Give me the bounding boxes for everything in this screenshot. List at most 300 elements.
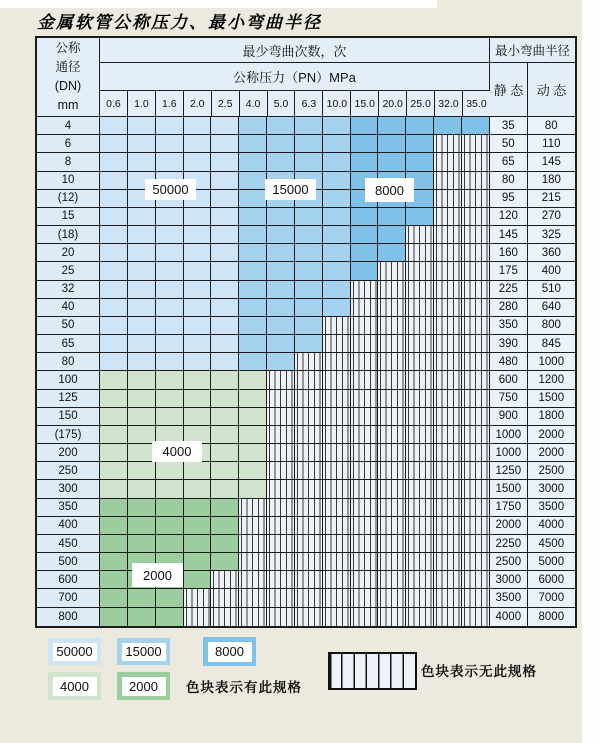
table-row <box>37 390 575 408</box>
cell-no-spec <box>378 462 406 480</box>
cell-no-spec <box>462 589 490 607</box>
cell-spec-available <box>295 281 323 299</box>
cell-spec-available <box>128 208 156 226</box>
cell-no-spec <box>434 172 462 190</box>
cell-spec-available <box>239 371 267 389</box>
cell-no-spec <box>462 135 490 153</box>
cell-no-spec <box>323 353 351 371</box>
cell-no-spec <box>295 408 323 426</box>
cell-no-spec <box>323 426 351 444</box>
cell-spec-available <box>100 135 128 153</box>
cell-spec-available <box>100 371 128 389</box>
legend-swatch-50000 <box>48 638 101 665</box>
cell-no-spec <box>351 426 379 444</box>
cell-spec-available <box>156 371 184 389</box>
cell-no-spec <box>462 153 490 171</box>
cell-spec-available <box>406 153 434 171</box>
legend-swatch-label: 50000 <box>53 643 97 661</box>
cell-spec-available <box>434 117 462 135</box>
cell-no-spec <box>295 444 323 462</box>
cell-no-spec <box>295 390 323 408</box>
legend-swatch-label: 8000 <box>208 642 252 662</box>
cell-static-radius: 225 <box>490 281 528 299</box>
cell-no-spec <box>406 262 434 280</box>
cell-static-radius: 1250 <box>490 462 528 480</box>
cell-spec-available <box>211 390 239 408</box>
cell-dn: 300 <box>37 480 100 498</box>
cell-no-spec <box>462 353 490 371</box>
cell-static-radius: 350 <box>490 317 528 335</box>
scan-top-margin <box>0 0 437 8</box>
cell-spec-available <box>184 317 212 335</box>
cell-no-spec <box>378 480 406 498</box>
table-row <box>37 444 575 462</box>
cell-no-spec <box>462 408 490 426</box>
cell-no-spec <box>267 553 295 571</box>
cell-no-spec <box>267 444 295 462</box>
cell-spec-available <box>184 226 212 244</box>
pressure-col-header: 0.6 <box>100 91 128 117</box>
cell-spec-available <box>323 262 351 280</box>
cell-dn: 125 <box>37 390 100 408</box>
cell-no-spec <box>378 353 406 371</box>
cell-spec-available <box>156 535 184 553</box>
cell-spec-available <box>406 208 434 226</box>
cell-no-spec <box>406 244 434 262</box>
cell-static-radius: 2250 <box>490 535 528 553</box>
cell-spec-available <box>128 535 156 553</box>
cell-spec-available <box>156 608 184 626</box>
cell-no-spec <box>267 408 295 426</box>
cell-spec-available <box>378 226 406 244</box>
cell-no-spec <box>434 317 462 335</box>
cell-dynamic-radius: 5000 <box>528 553 575 571</box>
cell-spec-available <box>184 208 212 226</box>
cell-spec-available <box>267 226 295 244</box>
cell-no-spec <box>462 444 490 462</box>
table-row <box>37 517 575 535</box>
legend-no-spec-text: 色块表示无此规格 <box>421 664 537 679</box>
cell-no-spec <box>462 317 490 335</box>
cell-spec-available <box>211 444 239 462</box>
cell-spec-available <box>100 317 128 335</box>
cell-spec-available <box>100 190 128 208</box>
cell-spec-available <box>323 244 351 262</box>
cell-spec-available <box>295 299 323 317</box>
cell-no-spec <box>406 299 434 317</box>
cell-no-spec <box>462 535 490 553</box>
cell-spec-available <box>184 135 212 153</box>
cell-no-spec <box>406 571 434 589</box>
cell-no-spec <box>434 589 462 607</box>
cell-no-spec <box>267 589 295 607</box>
cell-no-spec <box>434 499 462 517</box>
cell-spec-available <box>267 262 295 280</box>
cell-spec-available <box>406 135 434 153</box>
table-row <box>37 480 575 498</box>
cell-spec-available <box>128 244 156 262</box>
dn-header-line2: 通径 <box>55 60 81 74</box>
cell-spec-available <box>267 153 295 171</box>
cell-spec-available <box>295 208 323 226</box>
cell-dynamic-radius: 2500 <box>528 462 575 480</box>
cell-no-spec <box>406 390 434 408</box>
cell-spec-available <box>100 462 128 480</box>
cell-no-spec <box>351 390 379 408</box>
cell-spec-available <box>211 480 239 498</box>
cell-no-spec <box>351 553 379 571</box>
cell-no-spec <box>462 462 490 480</box>
cell-no-spec <box>323 444 351 462</box>
cell-spec-available <box>156 390 184 408</box>
table-row <box>37 353 575 371</box>
cell-no-spec <box>434 353 462 371</box>
cell-no-spec <box>462 553 490 571</box>
cell-spec-available <box>184 571 212 589</box>
cell-no-spec <box>239 535 267 553</box>
cell-spec-available <box>184 153 212 171</box>
cell-no-spec <box>434 135 462 153</box>
cell-spec-available <box>323 135 351 153</box>
cell-spec-available <box>295 335 323 353</box>
cell-spec-available <box>239 480 267 498</box>
cell-no-spec <box>462 208 490 226</box>
cell-no-spec <box>267 499 295 517</box>
cell-spec-available <box>378 117 406 135</box>
cell-spec-available <box>239 317 267 335</box>
cell-no-spec <box>378 553 406 571</box>
cell-no-spec <box>434 535 462 553</box>
dn-header-line3: (DN) <box>54 79 82 93</box>
cell-static-radius: 1750 <box>490 499 528 517</box>
dn-header-line1: 公称 <box>55 41 81 55</box>
cell-spec-available <box>100 262 128 280</box>
table-row <box>37 553 575 571</box>
cell-static-radius: 175 <box>490 262 528 280</box>
dn-column-header <box>37 38 100 117</box>
cell-no-spec <box>434 480 462 498</box>
cell-dynamic-radius: 3500 <box>528 499 575 517</box>
cell-no-spec <box>378 317 406 335</box>
cell-no-spec <box>295 589 323 607</box>
cell-spec-available <box>156 153 184 171</box>
cell-no-spec <box>406 535 434 553</box>
cell-spec-available <box>156 589 184 607</box>
cell-no-spec <box>406 353 434 371</box>
cell-spec-available <box>100 589 128 607</box>
cell-dynamic-radius: 510 <box>528 281 575 299</box>
cell-no-spec <box>378 390 406 408</box>
cell-no-spec <box>406 281 434 299</box>
cell-static-radius: 480 <box>490 353 528 371</box>
cell-dynamic-radius: 4500 <box>528 535 575 553</box>
cell-spec-available <box>100 608 128 626</box>
cell-spec-available <box>239 335 267 353</box>
cell-no-spec <box>434 517 462 535</box>
cell-spec-available <box>128 589 156 607</box>
cell-no-spec <box>351 535 379 553</box>
cell-no-spec <box>295 371 323 389</box>
cell-spec-available <box>295 226 323 244</box>
table-row <box>37 317 575 335</box>
cell-dn: 450 <box>37 535 100 553</box>
table-row <box>37 608 575 626</box>
cell-no-spec <box>406 480 434 498</box>
cell-static-radius: 280 <box>490 299 528 317</box>
cell-spec-available <box>184 335 212 353</box>
cell-spec-available <box>239 172 267 190</box>
pressure-header: 公称压力（PN）MPa <box>100 63 490 91</box>
cell-dynamic-radius: 1000 <box>528 353 575 371</box>
cell-spec-available <box>100 571 128 589</box>
cell-no-spec <box>295 353 323 371</box>
cell-spec-available <box>295 135 323 153</box>
cell-dynamic-radius: 6000 <box>528 571 575 589</box>
cell-spec-available <box>211 190 239 208</box>
cell-spec-available <box>211 299 239 317</box>
cell-no-spec <box>462 226 490 244</box>
cell-spec-available <box>323 281 351 299</box>
cell-static-radius: 3000 <box>490 571 528 589</box>
cell-no-spec <box>351 353 379 371</box>
table-row <box>37 462 575 480</box>
cell-no-spec <box>406 317 434 335</box>
cell-spec-available <box>128 135 156 153</box>
cell-spec-available <box>211 462 239 480</box>
legend-swatch-label: 4000 <box>53 677 97 696</box>
cell-no-spec <box>434 444 462 462</box>
pressure-col-header: 1.0 <box>128 91 156 117</box>
cell-no-spec <box>323 462 351 480</box>
cell-spec-available <box>100 281 128 299</box>
cell-spec-available <box>100 353 128 371</box>
cell-spec-available <box>100 517 128 535</box>
cell-no-spec <box>406 335 434 353</box>
cell-no-spec <box>434 390 462 408</box>
cell-spec-available <box>211 172 239 190</box>
cell-no-spec <box>434 608 462 626</box>
cell-static-radius: 65 <box>490 153 528 171</box>
cell-no-spec <box>462 390 490 408</box>
cell-no-spec <box>323 499 351 517</box>
cell-spec-available <box>156 335 184 353</box>
cell-static-radius: 2000 <box>490 517 528 535</box>
cell-spec-available <box>211 153 239 171</box>
cell-dn: 4 <box>37 117 100 135</box>
cell-no-spec <box>323 589 351 607</box>
table-row <box>37 135 575 153</box>
cell-spec-available <box>351 226 379 244</box>
cell-spec-available <box>211 553 239 571</box>
cell-spec-available <box>323 172 351 190</box>
cell-no-spec <box>434 299 462 317</box>
cell-spec-available <box>184 117 212 135</box>
cell-dynamic-radius: 325 <box>528 226 575 244</box>
cell-spec-available <box>295 317 323 335</box>
cell-spec-available <box>184 535 212 553</box>
cell-no-spec <box>184 589 212 607</box>
cell-spec-available <box>267 117 295 135</box>
cell-no-spec <box>462 281 490 299</box>
cell-spec-available <box>184 408 212 426</box>
cell-no-spec <box>351 299 379 317</box>
cell-dn: (12) <box>37 190 100 208</box>
cell-dn: 80 <box>37 353 100 371</box>
table-row <box>37 208 575 226</box>
table-row <box>37 499 575 517</box>
cell-spec-available <box>239 208 267 226</box>
cell-static-radius: 390 <box>490 335 528 353</box>
cell-spec-available <box>267 353 295 371</box>
cell-no-spec <box>351 317 379 335</box>
cell-spec-available <box>128 390 156 408</box>
cell-no-spec <box>295 499 323 517</box>
cell-dn: 200 <box>37 444 100 462</box>
cell-spec-available <box>323 117 351 135</box>
cell-spec-available <box>267 208 295 226</box>
cell-spec-available <box>239 135 267 153</box>
cell-no-spec <box>434 281 462 299</box>
cell-spec-available <box>100 153 128 171</box>
cell-no-spec <box>406 517 434 535</box>
cell-spec-available <box>128 226 156 244</box>
cell-no-spec <box>323 571 351 589</box>
cell-spec-available <box>267 135 295 153</box>
cell-no-spec <box>267 517 295 535</box>
cell-spec-available <box>100 390 128 408</box>
cell-spec-available <box>239 244 267 262</box>
cell-spec-available <box>100 408 128 426</box>
cell-spec-available <box>128 499 156 517</box>
pressure-col-header: 32.0 <box>435 91 463 117</box>
cell-no-spec <box>434 262 462 280</box>
cell-spec-available <box>100 499 128 517</box>
cell-dn: 100 <box>37 371 100 389</box>
cell-spec-available <box>323 153 351 171</box>
cell-no-spec <box>267 608 295 626</box>
cell-no-spec <box>434 226 462 244</box>
cell-spec-available <box>156 480 184 498</box>
cell-no-spec <box>434 571 462 589</box>
cell-no-spec <box>267 462 295 480</box>
cell-no-spec <box>295 571 323 589</box>
cell-spec-available <box>156 208 184 226</box>
cell-static-radius: 80 <box>490 172 528 190</box>
cell-no-spec <box>434 208 462 226</box>
cell-no-spec <box>462 172 490 190</box>
cell-spec-available <box>184 390 212 408</box>
cell-no-spec <box>406 444 434 462</box>
cell-no-spec <box>351 335 379 353</box>
cell-spec-available <box>267 317 295 335</box>
cell-no-spec <box>462 499 490 517</box>
pressure-value-header-row <box>100 91 490 117</box>
cell-spec-available <box>239 226 267 244</box>
cell-spec-available <box>351 262 379 280</box>
cell-spec-available <box>295 153 323 171</box>
cell-no-spec <box>378 335 406 353</box>
static-column-header: 静 态 <box>490 63 528 117</box>
cell-no-spec <box>323 535 351 553</box>
cell-dn: (18) <box>37 226 100 244</box>
cell-spec-available <box>351 153 379 171</box>
cell-spec-available <box>211 262 239 280</box>
cell-spec-available <box>267 335 295 353</box>
cell-spec-available <box>406 117 434 135</box>
cell-spec-available <box>239 390 267 408</box>
cell-spec-available <box>211 408 239 426</box>
cell-spec-available <box>211 135 239 153</box>
table-row <box>37 281 575 299</box>
cell-dn: 40 <box>37 299 100 317</box>
cell-spec-available <box>100 335 128 353</box>
cell-spec-available <box>239 444 267 462</box>
cell-no-spec <box>323 408 351 426</box>
cell-spec-available <box>267 299 295 317</box>
table-row <box>37 408 575 426</box>
cell-dynamic-radius: 270 <box>528 208 575 226</box>
legend-swatch-4000 <box>48 672 101 700</box>
cell-spec-available <box>184 371 212 389</box>
cell-spec-available <box>100 244 128 262</box>
cell-dynamic-radius: 1500 <box>528 390 575 408</box>
cell-no-spec <box>323 608 351 626</box>
cell-dynamic-radius: 2000 <box>528 444 575 462</box>
cell-no-spec <box>434 553 462 571</box>
cell-spec-available <box>100 480 128 498</box>
cell-no-spec <box>239 589 267 607</box>
cell-spec-available <box>128 371 156 389</box>
legend-swatch-8000 <box>203 637 256 666</box>
cell-dn: (175) <box>37 426 100 444</box>
cell-no-spec <box>267 371 295 389</box>
cell-no-spec <box>434 244 462 262</box>
cell-no-spec <box>378 262 406 280</box>
cell-spec-available <box>295 262 323 280</box>
cell-no-spec <box>323 553 351 571</box>
cell-spec-available <box>156 499 184 517</box>
cell-spec-available <box>156 135 184 153</box>
cell-spec-available <box>184 353 212 371</box>
cell-no-spec <box>351 408 379 426</box>
cell-dn: 700 <box>37 589 100 607</box>
cell-static-radius: 600 <box>490 371 528 389</box>
cell-spec-available <box>100 117 128 135</box>
cell-static-radius: 120 <box>490 208 528 226</box>
cell-no-spec <box>295 517 323 535</box>
cell-no-spec <box>434 190 462 208</box>
cell-dynamic-radius: 845 <box>528 335 575 353</box>
cell-no-spec <box>462 480 490 498</box>
cell-no-spec <box>434 153 462 171</box>
cell-no-spec <box>462 426 490 444</box>
cell-spec-available <box>184 553 212 571</box>
cell-spec-available <box>100 226 128 244</box>
cell-spec-available <box>100 426 128 444</box>
pressure-col-header: 35.0 <box>463 91 490 117</box>
cell-spec-available <box>128 262 156 280</box>
cell-spec-available <box>239 117 267 135</box>
cell-dn: 6 <box>37 135 100 153</box>
legend-hatch-box <box>328 652 417 690</box>
cell-spec-available <box>351 208 379 226</box>
dn-header-line4: mm <box>57 98 79 112</box>
cell-spec-available <box>239 262 267 280</box>
cell-no-spec <box>351 480 379 498</box>
pressure-col-header: 20.0 <box>379 91 407 117</box>
cell-spec-available <box>239 299 267 317</box>
cell-no-spec <box>406 426 434 444</box>
